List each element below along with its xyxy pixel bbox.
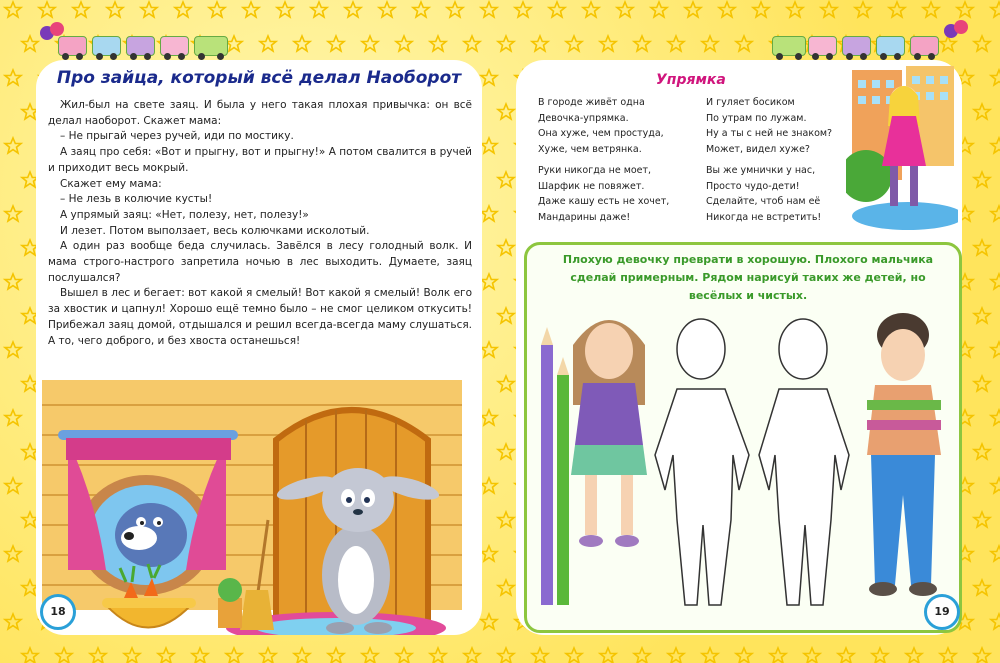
star-decoration bbox=[974, 444, 990, 459]
star-decoration bbox=[719, 2, 735, 17]
poem-line: Мандарины даже! bbox=[538, 211, 631, 223]
star-decoration bbox=[430, 648, 446, 663]
star-decoration bbox=[889, 2, 905, 17]
star-decoration bbox=[498, 308, 514, 323]
train-decoration-left bbox=[40, 36, 230, 58]
star-decoration bbox=[991, 138, 1000, 153]
star-decoration bbox=[141, 2, 157, 17]
star-decoration bbox=[974, 240, 990, 255]
star-decoration bbox=[736, 648, 752, 663]
star-decoration bbox=[481, 546, 497, 561]
star-decoration bbox=[821, 2, 837, 17]
story-title: Про зайца, который всё делал Наоборот bbox=[56, 68, 462, 88]
star-decoration bbox=[5, 2, 21, 17]
task-box bbox=[524, 242, 962, 633]
story-paragraph: А заяц про себя: «Вот и прыгну, вот и прыгну!» А потом свалится в ручей и приходит весь мокрый. bbox=[48, 146, 472, 174]
star-decoration bbox=[923, 2, 939, 17]
star-decoration bbox=[481, 478, 497, 493]
star-decoration bbox=[991, 410, 1000, 425]
star-decoration bbox=[702, 648, 718, 663]
star-decoration bbox=[481, 138, 497, 153]
star-decoration bbox=[481, 410, 497, 425]
star-decoration bbox=[566, 648, 582, 663]
story-text bbox=[48, 98, 472, 349]
star-decoration bbox=[600, 648, 616, 663]
star-decoration bbox=[974, 104, 990, 119]
poem-line: И гуляет босиком bbox=[706, 97, 795, 108]
star-decoration bbox=[209, 2, 225, 17]
star-decoration bbox=[481, 70, 497, 85]
page-number-right: 19 bbox=[924, 594, 960, 630]
star-decoration bbox=[770, 648, 786, 663]
task-instruction: Плохую девочку преврати в хорошую. Плохого мальчика сделай примерным. Рядом нарисуй таких же детей, но весёлых и чистых. bbox=[562, 253, 934, 302]
story-paragraph: А один раз вообще беда случилась. Завёлся в лесу голодный волк. И мама строго-настрого запретила ночью в лес выходить. Думаете, заяц послушался? bbox=[48, 240, 472, 284]
poem-stanza bbox=[706, 163, 832, 225]
star-decoration bbox=[328, 648, 344, 663]
star-decoration bbox=[5, 206, 21, 221]
star-decoration bbox=[5, 342, 21, 357]
star-decoration bbox=[5, 138, 21, 153]
poem-stanza bbox=[538, 95, 669, 157]
star-decoration bbox=[957, 2, 973, 17]
star-decoration bbox=[328, 36, 344, 51]
hare-house-illustration bbox=[36, 360, 482, 635]
poem-line: Просто чудо-дети! bbox=[706, 180, 800, 192]
star-decoration bbox=[362, 648, 378, 663]
messy-girl-figure bbox=[571, 320, 647, 547]
star-decoration bbox=[974, 648, 990, 663]
star-decoration bbox=[294, 36, 310, 51]
wolf-in-window bbox=[115, 503, 187, 567]
star-decoration bbox=[634, 648, 650, 663]
star-decoration bbox=[753, 2, 769, 17]
star-decoration bbox=[974, 376, 990, 391]
star-decoration bbox=[498, 648, 514, 663]
poem-line: Никогда не встретить! bbox=[706, 211, 822, 223]
story-paragraph: А упрямый заяц: «Нет, полезу, нет, полезу!» bbox=[60, 208, 309, 221]
story-paragraph: Жил-был на свете заяц. И была у него такая плохая привычка: он всё делал наоборот. Скажет мама: bbox=[48, 99, 472, 127]
star-decoration bbox=[498, 172, 514, 187]
star-decoration bbox=[226, 648, 242, 663]
star-decoration bbox=[5, 274, 21, 289]
star-decoration bbox=[413, 2, 429, 17]
poem-line: Вы же умнички у нас, bbox=[706, 165, 816, 176]
star-decoration bbox=[481, 342, 497, 357]
star-decoration bbox=[702, 36, 718, 51]
star-decoration bbox=[974, 580, 990, 595]
star-decoration bbox=[498, 240, 514, 255]
star-decoration bbox=[56, 648, 72, 663]
star-decoration bbox=[991, 206, 1000, 221]
star-decoration bbox=[532, 36, 548, 51]
star-decoration bbox=[73, 2, 89, 17]
star-decoration bbox=[90, 648, 106, 663]
star-decoration bbox=[498, 580, 514, 595]
star-decoration bbox=[991, 274, 1000, 289]
star-decoration bbox=[362, 36, 378, 51]
right-page bbox=[516, 60, 962, 635]
star-decoration bbox=[243, 2, 259, 17]
star-decoration bbox=[345, 2, 361, 17]
star-decoration bbox=[107, 2, 123, 17]
star-decoration bbox=[481, 206, 497, 221]
star-decoration bbox=[294, 648, 310, 663]
poem-line: По утрам по лужам. bbox=[706, 112, 807, 124]
star-decoration bbox=[566, 36, 582, 51]
poem-line: В городе живёт одна bbox=[538, 97, 645, 108]
star-decoration bbox=[991, 70, 1000, 85]
blank-outline-figure-left bbox=[655, 319, 749, 605]
star-decoration bbox=[940, 648, 956, 663]
poem-title: Упрямка bbox=[656, 72, 726, 88]
star-decoration bbox=[22, 648, 38, 663]
star-decoration bbox=[974, 308, 990, 323]
poem-line: Она хуже, чем простуда, bbox=[538, 128, 664, 139]
star-decoration bbox=[991, 614, 1000, 629]
star-decoration bbox=[991, 2, 1000, 17]
poem-line: Девочка-упрямка. bbox=[538, 112, 629, 124]
poem-column-1 bbox=[538, 95, 669, 231]
left-page bbox=[36, 60, 482, 635]
star-decoration bbox=[651, 2, 667, 17]
star-decoration bbox=[5, 546, 21, 561]
star-decoration bbox=[872, 648, 888, 663]
poem-stanza bbox=[706, 95, 832, 157]
star-decoration bbox=[634, 36, 650, 51]
star-decoration bbox=[668, 36, 684, 51]
star-decoration bbox=[974, 172, 990, 187]
star-decoration bbox=[498, 444, 514, 459]
star-decoration bbox=[991, 342, 1000, 357]
star-decoration bbox=[396, 36, 412, 51]
star-decoration bbox=[260, 648, 276, 663]
flower-pot bbox=[218, 578, 242, 628]
story-paragraph: – Не лезь в колючие кусты! bbox=[60, 193, 213, 206]
star-decoration bbox=[5, 614, 21, 629]
star-decoration bbox=[838, 648, 854, 663]
star-decoration bbox=[175, 2, 191, 17]
star-decoration bbox=[498, 36, 514, 51]
star-decoration bbox=[974, 512, 990, 527]
star-decoration bbox=[260, 36, 276, 51]
star-decoration bbox=[5, 410, 21, 425]
star-decoration bbox=[430, 36, 446, 51]
poem-line: Может, видел хуже? bbox=[706, 143, 810, 155]
star-decoration bbox=[906, 648, 922, 663]
story-paragraph: И лезет. Потом выползает, весь колючками исколотый. bbox=[60, 224, 370, 237]
story-paragraph: – Не прыгай через ручей, иди по мостику. bbox=[60, 130, 294, 143]
poem-stanza bbox=[538, 163, 669, 225]
star-decoration bbox=[515, 2, 531, 17]
poem-line: Руки никогда не моет, bbox=[538, 165, 652, 176]
star-decoration bbox=[991, 478, 1000, 493]
star-decoration bbox=[991, 546, 1000, 561]
poem-line: Сделайте, чтоб нам её bbox=[706, 196, 821, 207]
star-decoration bbox=[583, 2, 599, 17]
story-paragraph: Скажет ему мама: bbox=[60, 177, 162, 190]
star-decoration bbox=[464, 36, 480, 51]
pencils-decoration bbox=[541, 327, 569, 605]
star-decoration bbox=[498, 512, 514, 527]
girl-puddle-illustration bbox=[846, 66, 958, 238]
star-decoration bbox=[498, 376, 514, 391]
blank-outline-figure-right bbox=[759, 319, 849, 605]
star-decoration bbox=[5, 70, 21, 85]
messy-boy-figure bbox=[867, 313, 941, 596]
star-decoration bbox=[481, 2, 497, 17]
star-decoration bbox=[379, 2, 395, 17]
star-decoration bbox=[617, 2, 633, 17]
star-decoration bbox=[600, 36, 616, 51]
poem-line: Ну а ты с ней не знаком? bbox=[706, 128, 833, 139]
star-decoration bbox=[5, 478, 21, 493]
star-decoration bbox=[787, 2, 803, 17]
star-decoration bbox=[396, 648, 412, 663]
poem-line: Шарфик не повяжет. bbox=[538, 180, 645, 192]
star-decoration bbox=[481, 274, 497, 289]
star-decoration bbox=[22, 36, 38, 51]
page-number-left: 18 bbox=[40, 594, 76, 630]
star-decoration bbox=[532, 648, 548, 663]
star-decoration bbox=[192, 648, 208, 663]
star-decoration bbox=[158, 648, 174, 663]
poem-line: Хуже, чем ветрянка. bbox=[538, 143, 642, 155]
star-decoration bbox=[277, 2, 293, 17]
star-decoration bbox=[668, 648, 684, 663]
star-decoration bbox=[804, 648, 820, 663]
star-decoration bbox=[124, 648, 140, 663]
star-decoration bbox=[736, 36, 752, 51]
poem-line: Даже кашу есть не хочет, bbox=[538, 196, 670, 207]
star-decoration bbox=[311, 2, 327, 17]
children-coloring-area bbox=[527, 305, 959, 625]
star-decoration bbox=[464, 648, 480, 663]
star-decoration bbox=[685, 2, 701, 17]
star-decoration bbox=[447, 2, 463, 17]
star-decoration bbox=[549, 2, 565, 17]
train-decoration-right bbox=[772, 36, 972, 58]
star-decoration bbox=[498, 104, 514, 119]
poem-column-2 bbox=[706, 95, 832, 231]
star-decoration bbox=[39, 2, 55, 17]
star-decoration bbox=[855, 2, 871, 17]
star-decoration bbox=[974, 36, 990, 51]
star-decoration bbox=[481, 614, 497, 629]
story-paragraph: Вышел в лес и бегает: вот какой я смелый! Вот какой я смелый! Волк его за хвостик и цапнул! Хорошо ещё темно было – не смог целиком откусить! Прибежал заяц домой, отдышался и решил всегда-всегда маму слушаться. А то, чего доброго, и без хвоста останешься! bbox=[48, 287, 472, 347]
